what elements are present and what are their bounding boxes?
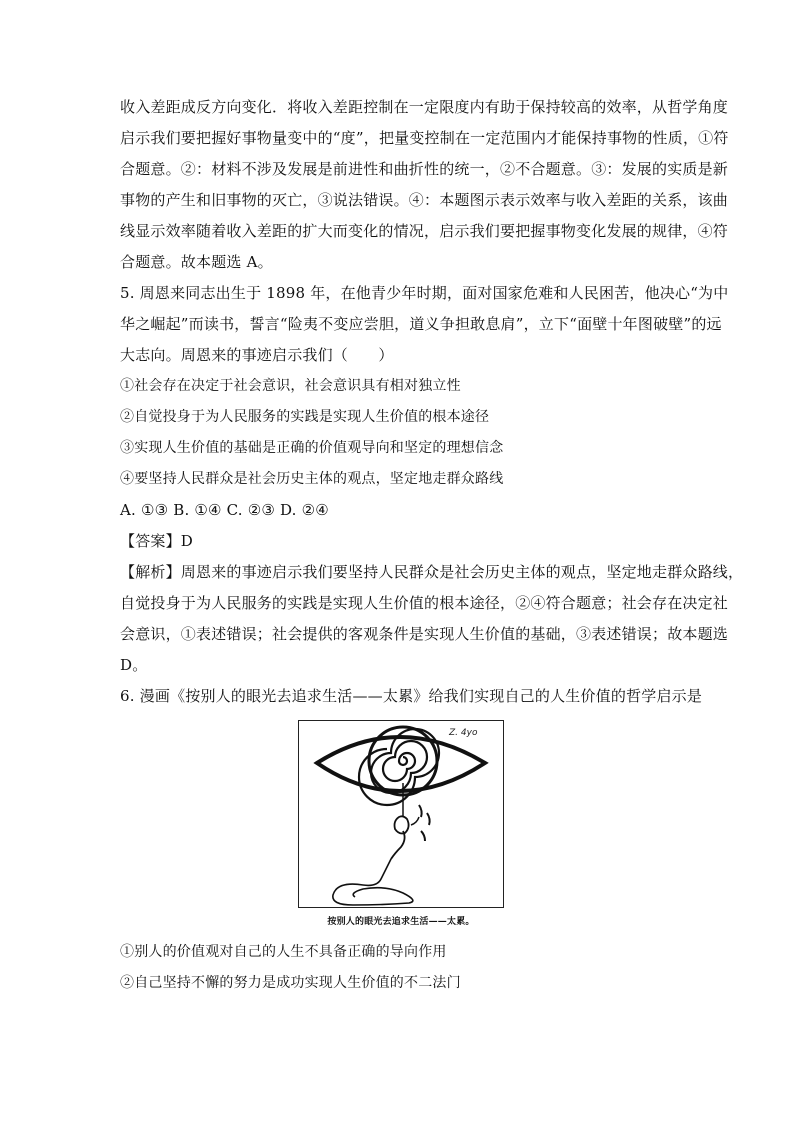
analysis-line: D。 — [120, 656, 148, 674]
text-line: 线显示效率随着收入差距的扩大而变化的情况，启示我们要把握事物变化发展的规律，④符 — [120, 222, 729, 240]
text-line: 合题意。②：材料不涉及发展是前进性和曲折性的统一，②不合题意。③：发展的实质是新 — [120, 160, 729, 178]
question-option: ④要坚持人民群众是社会历史主体的观点，坚定地走群众路线 — [120, 471, 504, 487]
text-line: 合题意。故本题选 A。 — [120, 253, 273, 271]
analysis-line: 会意识，①表述错误；社会提供的客观条件是实现人生价值的基础，③表述错误；故本题选 — [120, 625, 729, 643]
question-option: ③实现人生价值的基础是正确的价值观导向和坚定的理想信念 — [120, 440, 504, 456]
question-stem-line: 5. 周恩来同志出生于 1898 年，在他青少年时期，面对国家危难和人民困苦，他决心“为中 — [120, 284, 729, 302]
answer-choices: A. ①③ B. ①④ C. ②③ D. ②④ — [120, 501, 329, 519]
question-option: ①别人的价值观对自己的人生不具备正确的导向作用 — [120, 944, 447, 960]
question-stem-line: 大志向。周恩来的事迹启示我们（ ） — [120, 346, 394, 364]
cartoon-image — [298, 720, 504, 908]
prev-analysis — [120, 92, 729, 278]
question-6 — [120, 681, 703, 999]
cartoon-signature: Z. 4yo — [449, 728, 478, 738]
text-line: 收入差距成反方向变化．将收入差距控制在一定限度内有助于保持较高的效率，从哲学角度 — [120, 98, 729, 116]
question-option: ②自己坚持不懈的努力是成功实现人生价值的不二法门 — [120, 975, 461, 991]
text-line: 事物的产生和旧事物的灭亡，③说法错误。④：本题图示表示效率与收入差距的关系，该曲 — [120, 191, 729, 209]
cartoon-figure — [298, 720, 504, 927]
text-line: 启示我们要把握好事物量变中的“度”，把量变控制在一定范围内才能保持事物的性质，①符 — [120, 129, 729, 147]
cartoon-caption: 按别人的眼光去追求生活——太累。 — [327, 917, 475, 927]
question-5 — [120, 278, 744, 681]
question-option: ①社会存在决定于社会意识，社会意识具有相对独立性 — [120, 378, 461, 394]
analysis-line: 【解析】周恩来的事迹启示我们要坚持人民群众是社会历史主体的观点，坚定地走群众路线， — [120, 563, 744, 581]
document-page — [120, 92, 744, 999]
cartoon-drawing — [299, 721, 503, 907]
question-option: ②自觉投身于为人民服务的实践是实现人生价值的根本途径 — [120, 409, 490, 425]
question-stem-line: 华之崛起”而读书，誓言“险夷不变应尝胆，道义争担敢息肩”，立下“面壁十年图破壁”的远 — [120, 315, 722, 333]
answer-label: 【答案】D — [120, 532, 194, 550]
climber-body — [395, 816, 409, 833]
climber-legs — [391, 831, 405, 859]
trailing-line — [333, 859, 413, 905]
question-stem: 6. 漫画《按别人的眼光去追求生活——太累》给我们实现自己的人生价值的哲学启示是 — [120, 687, 703, 705]
analysis-line: 自觉投身于为人民服务的实践是实现人生价值的根本途径，②④符合题意；社会存在决定社 — [120, 594, 729, 612]
